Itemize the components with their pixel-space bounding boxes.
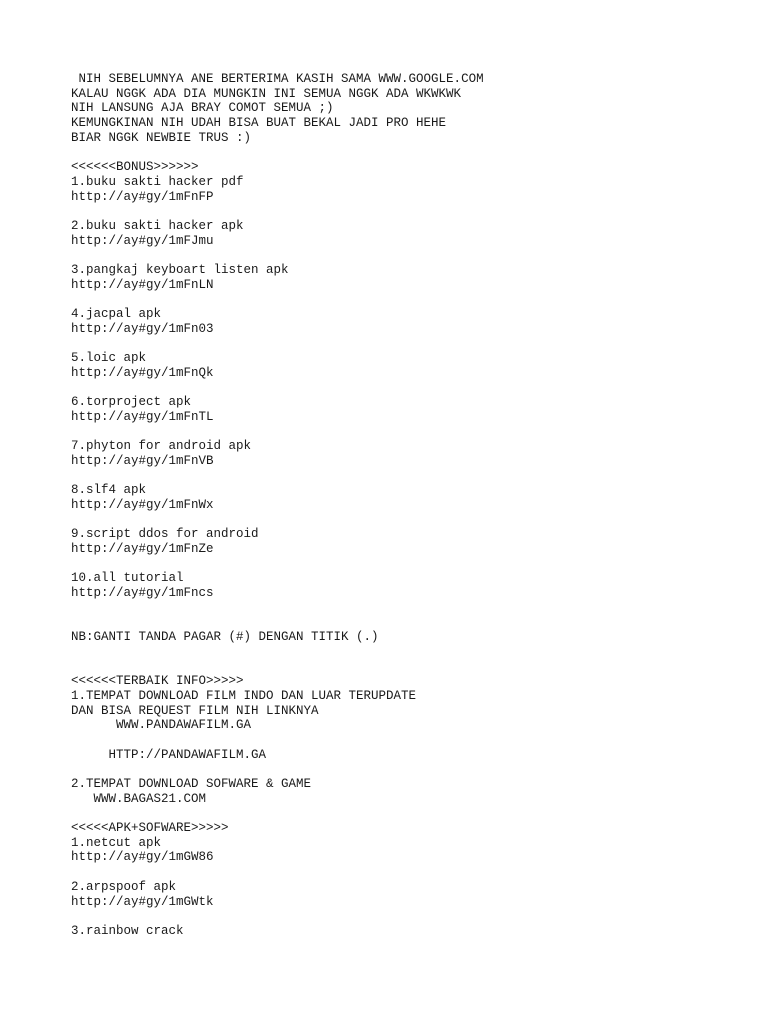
item-link: http://ay#gy/1mFnTL xyxy=(71,409,214,424)
intro-line: NIH LANSUNG AJA BRAY COMOT SEMUA ;) xyxy=(71,101,334,116)
list-item xyxy=(71,219,751,248)
apk-list xyxy=(71,836,751,939)
item-link: http://ay#gy/1mFnVB xyxy=(71,453,214,468)
item-link: http://ay#gy/1mFncs xyxy=(71,586,214,601)
item-title: 4.jacpal apk xyxy=(71,307,162,321)
item-link: http://ay#gy/1mFnLN xyxy=(71,277,214,292)
item-link: http://ay#gy/1mGWtk xyxy=(71,894,214,909)
info-item-text: DAN BISA REQUEST FILM NIH LINKNYA xyxy=(71,703,319,718)
info-item-site: WWW.PANDAWAFILM.GA xyxy=(71,718,252,733)
item-title: 2.buku sakti hacker apk xyxy=(71,218,244,233)
intro-line: NIH SEBELUMNYA ANE BERTERIMA KASIH SAMA WWW.GOOGLE.COM xyxy=(71,72,484,86)
item-link: http://ay#gy/1mFn03 xyxy=(71,321,214,336)
list-item xyxy=(71,439,751,468)
intro-line: KALAU NGGK ADA DIA MUNGKIN INI SEMUA NGGK ADA WKWKWK xyxy=(71,86,462,101)
intro-line: KEMUNGKINAN NIH UDAH BISA BUAT BEKAL JADI PRO HEHE xyxy=(71,116,447,131)
list-item xyxy=(71,351,751,380)
item-link: http://ay#gy/1mFnFP xyxy=(71,189,214,204)
info-item xyxy=(71,689,751,762)
intro-line: BIAR NGGK NEWBIE TRUS :) xyxy=(71,130,252,145)
note-text: NB:GANTI TANDA PAGAR (#) DENGAN TITIK (.) xyxy=(71,630,379,645)
list-item xyxy=(71,880,751,909)
list-item xyxy=(71,263,751,292)
list-item xyxy=(71,527,751,556)
list-item xyxy=(71,836,751,865)
item-title: 6.torproject apk xyxy=(71,395,192,410)
list-item xyxy=(71,924,751,939)
list-item xyxy=(71,307,751,336)
list-item xyxy=(71,571,751,600)
item-link: http://ay#gy/1mFnZe xyxy=(71,542,214,556)
info-section-header: <<<<<<TERBAIK INFO>>>>> xyxy=(71,674,244,689)
item-title: 10.all tutorial xyxy=(71,571,184,586)
item-link: http://ay#gy/1mFnQk xyxy=(71,365,214,380)
info-item xyxy=(71,777,751,806)
info-item-site: WWW.BAGAS21.COM xyxy=(71,791,207,806)
item-title: 9.script ddos for android xyxy=(71,527,259,542)
item-title: 1.netcut apk xyxy=(71,835,162,850)
item-title: 2.arpspoof apk xyxy=(71,879,177,894)
item-title: 1.buku sakti hacker pdf xyxy=(71,174,244,189)
bonus-list xyxy=(71,175,751,601)
info-item-url: HTTP://PANDAWAFILM.GA xyxy=(71,747,267,762)
item-link: http://ay#gy/1mFnWx xyxy=(71,497,214,512)
item-title: 5.loic apk xyxy=(71,351,147,366)
item-link: http://ay#gy/1mFJmu xyxy=(71,233,214,248)
item-title: 3.pangkaj keyboart listen apk xyxy=(71,262,289,277)
list-item xyxy=(71,483,751,512)
list-item xyxy=(71,175,751,204)
item-title: 8.slf4 apk xyxy=(71,483,147,498)
list-item xyxy=(71,395,751,424)
info-item-title: 1.TEMPAT DOWNLOAD FILM INDO DAN LUAR TERUPDATE xyxy=(71,688,417,703)
bonus-section-header: <<<<<<BONUS>>>>>> xyxy=(71,160,199,175)
item-title: 3.rainbow crack xyxy=(71,923,184,938)
info-item-title: 2.TEMPAT DOWNLOAD SOFWARE & GAME xyxy=(71,777,312,791)
intro-paragraph xyxy=(71,72,751,145)
apk-section-header: <<<<<APK+SOFWARE>>>>> xyxy=(71,821,229,836)
document-page xyxy=(71,72,751,939)
item-title: 7.phyton for android apk xyxy=(71,439,252,454)
item-link: http://ay#gy/1mGW86 xyxy=(71,850,214,865)
